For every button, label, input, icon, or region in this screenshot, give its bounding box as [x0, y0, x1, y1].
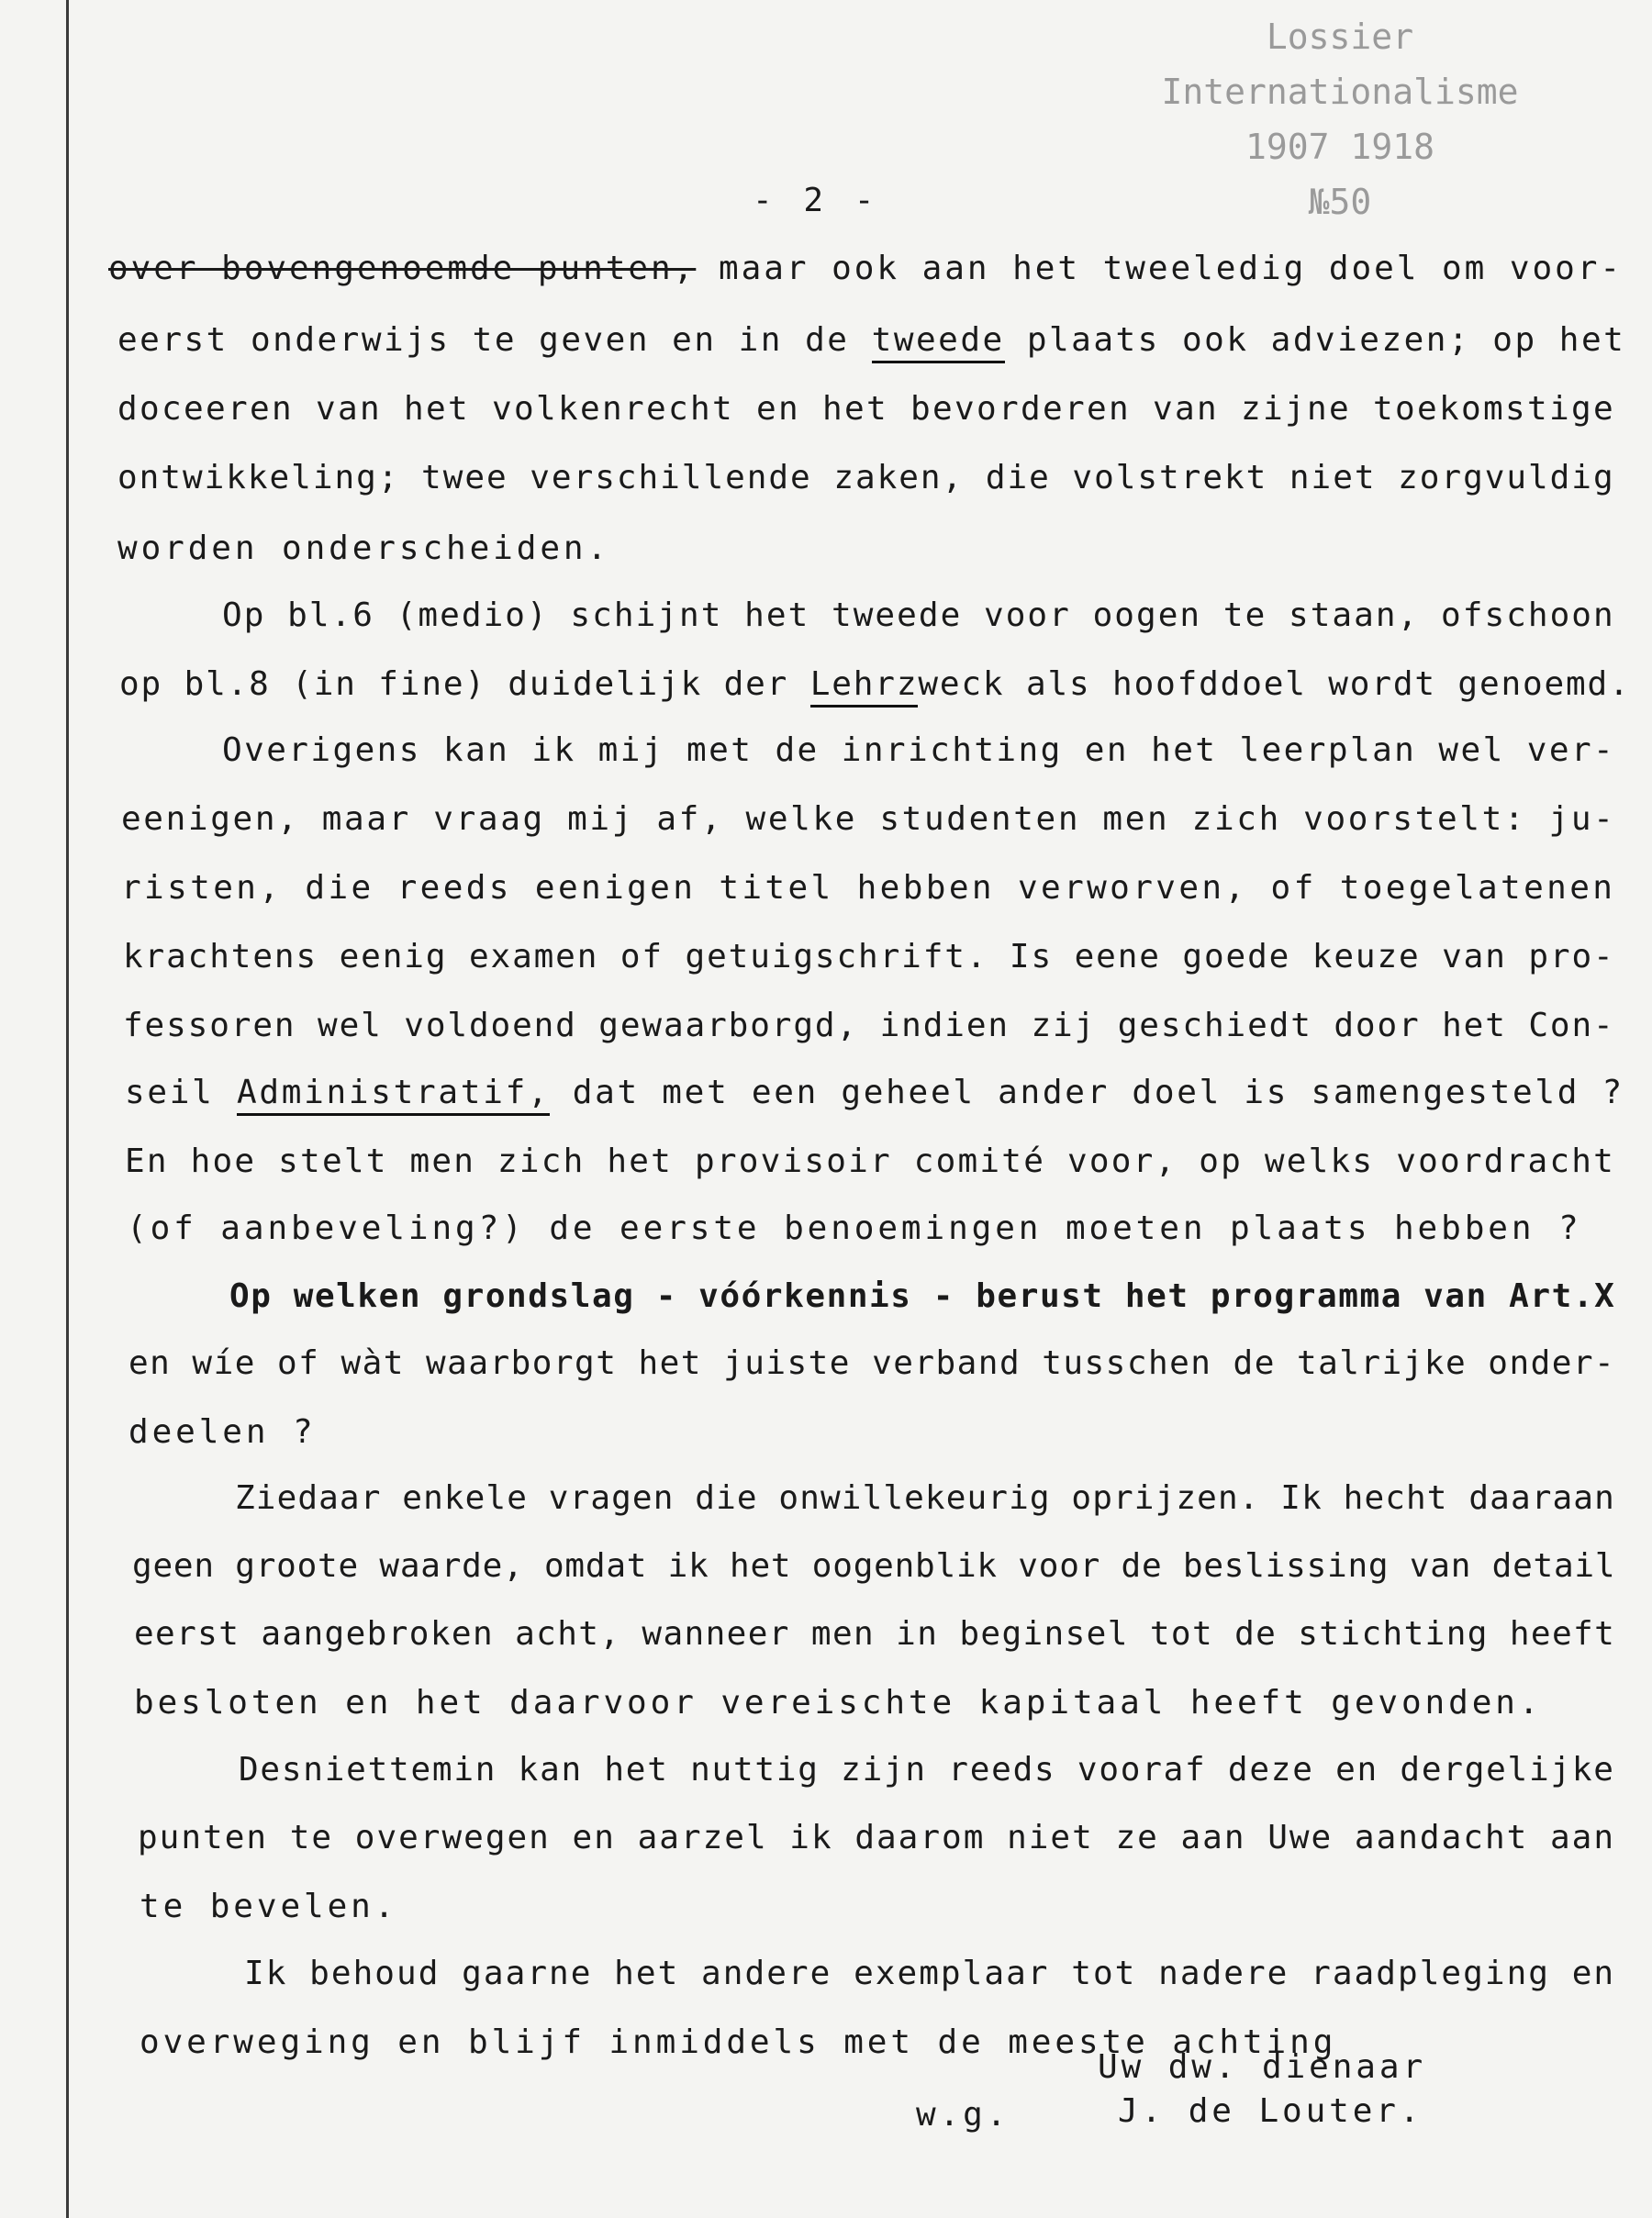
text-line: ontwikkeling; twee verschillende zaken, die volstrekt niet zorgvuldig [117, 459, 1615, 496]
stamp-line-3: 1907 1918 [1245, 127, 1434, 167]
text-span: weck als hoofddoel wordt genoemd. [918, 665, 1631, 703]
text-line: geen groote waarde, omdat ik het oogenblik voor de beslissing van detail [132, 1547, 1616, 1585]
text-line: punten te overwegen en aarzel ik daarom niet ze aan Uwe aandacht aan [138, 1819, 1616, 1856]
text-line: deelen ? [128, 1413, 317, 1451]
archive-stamp [1138, 9, 1542, 229]
text-line: fessoren wel voldoend gewaarborgd, indien zij geschiedt door het Con- [123, 1007, 1615, 1044]
text-line: eenigen, maar vraag mij af, welke studenten men zich voorstelt: ju- [121, 800, 1616, 838]
text-line [117, 321, 1625, 359]
text-line: Overigens kan ik mij met de inrichting en het leerplan wel ver- [222, 731, 1616, 769]
text-line: krachtens eenig examen of getuigschrift. Is eene goede keuze van pro- [123, 938, 1615, 975]
text-line: doceeren van het volkenrecht en het bevorderen van zijne toekomstige [117, 390, 1616, 428]
underlined-text: Administratif, [237, 1074, 550, 1116]
page-number: - 2 - [753, 182, 880, 219]
text-line [108, 250, 1623, 287]
text-span: plaats ook adviezen; op het [1004, 321, 1626, 359]
text-line: Desniettemin kan het nuttig zijn reeds vooraf deze en dergelijke [239, 1751, 1615, 1789]
text-line: (of aanbeveling?) de eerste benoemingen moeten plaats hebben ? [127, 1209, 1582, 1247]
signature-name: J. de Louter. [1118, 2092, 1423, 2130]
text-line [119, 665, 1631, 703]
stamp-line-2: Internationalisme [1161, 72, 1519, 112]
stamp-line-4: №50 [1308, 182, 1372, 222]
text-line: en wíe of wàt waarborgt het juiste verband tusschen de talrijke onder- [128, 1344, 1616, 1382]
text-line: Op welken grondslag - vóórkennis - berust het programma van Art.X [229, 1277, 1616, 1315]
text-line: overweging en blijf inmiddels met de meeste achting [140, 2023, 1337, 2061]
underlined-text: tweede [872, 321, 1005, 363]
text-line: besloten en het daarvoor vereischte kapitaal heeft gevonden. [134, 1684, 1543, 1722]
text-line: En hoe stelt men zich het provisoir comité voor, op welks voordracht [125, 1142, 1616, 1180]
text-line: Ik behoud gaarne het andere exemplaar tot nadere raadpleging en [244, 1955, 1616, 1992]
text-span: eerst onderwijs te geven en in de [117, 321, 872, 359]
salutation: Uw dw. dienaar [1098, 2048, 1427, 2086]
text-line: te bevelen. [140, 1888, 398, 1925]
text-line [125, 1074, 1624, 1111]
wg-mark: w.g. [916, 2096, 1010, 2134]
text-line: eerst aangebroken acht, wanneer men in beginsel tot de stichting heeft [134, 1615, 1616, 1653]
struck-text: over bovengenoemde punten, [108, 250, 697, 287]
text-line: Ziedaar enkele vragen die onwillekeurig oprijzen. Ik hecht daaraan [235, 1479, 1615, 1517]
text-span: op bl.8 (in fine) duidelijk der [119, 665, 810, 703]
text-line: Op bl.6 (medio) schijnt het tweede voor oogen te staan, ofschoon [222, 596, 1615, 634]
text-span: maar ook aan het tweeledig doel om voor- [696, 250, 1624, 287]
text-line: worden onderscheiden. [117, 529, 611, 567]
margin-line [66, 0, 69, 2218]
text-line: risten, die reeds eenigen titel hebben verworven, of toegelatenen [121, 869, 1616, 907]
underlined-text: Lehrz [810, 665, 919, 708]
text-span: dat met een geheel ander doel is samengesteld ? [550, 1074, 1624, 1111]
text-span: seil [125, 1074, 237, 1111]
stamp-line-1: Lossier [1266, 17, 1414, 57]
